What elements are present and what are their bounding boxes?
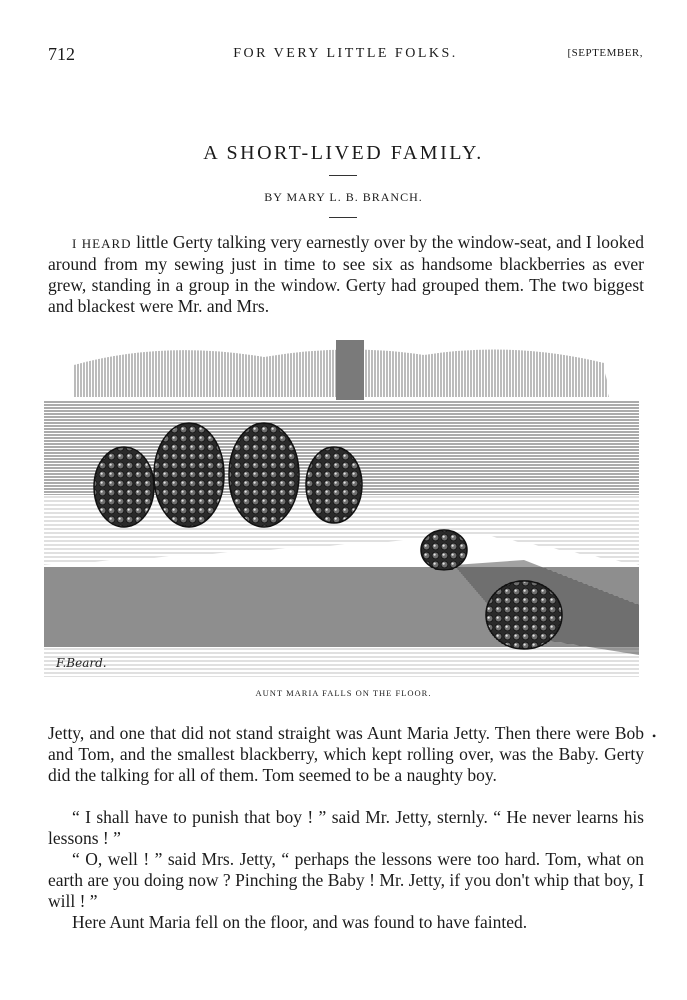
lead-text: little Gerty talking very earnestly over by the window-seat, and I looked around from my sewing just in time to see six as handsome blackberries as ever grew, standing in a group in the window. Gerty had grouped them. The two biggest and blackest were Mr. and Mrs. xyxy=(48,232,644,316)
figure-caption: AUNT MARIA FALLS ON THE FLOOR. xyxy=(255,688,432,698)
window-mullion xyxy=(336,340,364,410)
running-header xyxy=(48,44,643,66)
blackberry-tom xyxy=(306,447,362,523)
blackberries-engraving xyxy=(44,335,642,677)
paragraph-5: Here Aunt Maria fell on the floor, and was found to have fainted. xyxy=(72,912,528,932)
blackberry-bob xyxy=(229,423,299,527)
article-title: A SHORT-LIVED FAMILY. xyxy=(203,142,484,164)
paragraph-4: “ O, well ! ” said Mrs. Jetty, “ perhaps the lessons were too hard. Tom, what on earth are you doing now ? Pinching the Baby ! Mr. Jetty, if you don't whip that boy, I will ! ” xyxy=(48,849,644,911)
month-label: [SEPTEMBER, xyxy=(567,47,643,59)
floor-strip xyxy=(44,647,639,677)
lead-smallcaps: I HEARD xyxy=(72,236,132,251)
blackberry-aunt-maria xyxy=(486,581,562,649)
blackberry-baby xyxy=(421,530,467,570)
byline-divider xyxy=(329,217,357,218)
article-byline: BY MARY L. B. BRANCH. xyxy=(264,190,423,204)
page-number: 712 xyxy=(48,44,75,64)
paragraph-2: Jetty, and one that did not stand straight was Aunt Maria Jetty. Then there were Bob and Tom, and the smallest blackberry, which kept rolling over, was the Baby. Gerty did the talking for all of them. Tom seemed to be a naughty boy. xyxy=(48,723,644,785)
blackberry-mr-jetty xyxy=(94,447,154,527)
running-title: FOR VERY LITTLE FOLKS. xyxy=(233,46,458,61)
margin-mark: • xyxy=(652,729,657,743)
title-divider xyxy=(329,175,357,176)
paragraph-3: “ I shall have to punish that boy ! ” said Mr. Jetty, sternly. “ He never learns his lessons ! ” xyxy=(48,807,644,848)
blackberry-mrs-jetty xyxy=(154,423,224,527)
lead-paragraph xyxy=(48,232,644,317)
artist-signature: F.Beard. xyxy=(56,656,107,670)
